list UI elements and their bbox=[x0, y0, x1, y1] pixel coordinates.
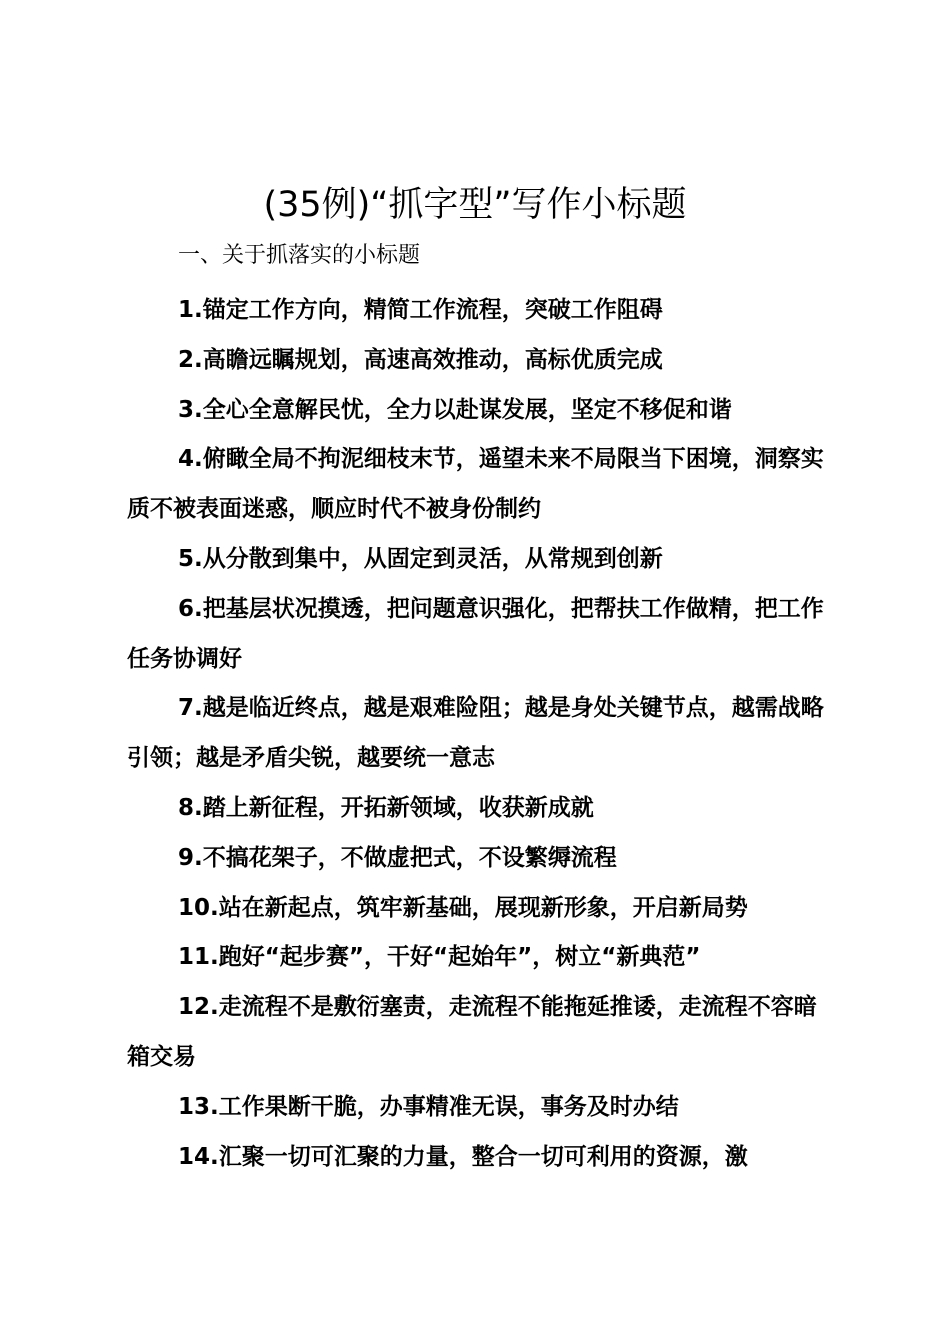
list-item: 4.俯瞰全局不拘泥细枝末节，遥望未来不局限当下困境，洞察实质不被表面迷惑，顺应时代不被身份制约 bbox=[127, 446, 824, 523]
section-heading: 一、关于抓落实的小标题 bbox=[178, 243, 421, 268]
list-item: 11.跑好“起步赛”，干好“起始年”，树立“新典范” bbox=[178, 944, 701, 971]
list-item: 14.汇聚一切可汇聚的力量，整合一切可利用的资源，激 bbox=[178, 1143, 748, 1170]
list-item: 3.全心全意解民忧，全力以赴谋发展，坚定不移促和谐 bbox=[178, 396, 732, 423]
list-item: 8.踏上新征程，开拓新领域，收获新成就 bbox=[178, 794, 594, 821]
list-item: 12.走流程不是敷衍塞责，走流程不能拖延推诿，走流程不容暗箱交易 bbox=[127, 994, 817, 1070]
list-item: 2.高瞻远瞩规划，高速高效推动，高标优质完成 bbox=[178, 346, 663, 373]
list-item: 5.从分散到集中，从固定到灵活，从常规到创新 bbox=[178, 545, 663, 572]
document-title: (35例)“抓字型”写作小标题 bbox=[263, 185, 687, 225]
list-item: 7.越是临近终点，越是艰难险阻；越是身处关键节点，越需战略引领；越是矛盾尖锐，越要统一意志 bbox=[127, 695, 824, 772]
list-item: 1.锚定工作方向，精简工作流程，突破工作阻碍 bbox=[178, 297, 663, 323]
list-item: 10.站在新起点，筑牢新基础，展现新形象，开启新局势 bbox=[178, 894, 748, 921]
item-list bbox=[127, 286, 837, 1182]
list-item: 6.把基层状况摸透，把问题意识强化，把帮扶工作做精，把工作任务协调好 bbox=[127, 595, 824, 672]
list-item: 9.不搞花架子，不做虚把式，不设繁缛流程 bbox=[178, 844, 617, 871]
list-item: 13.工作果断干脆，办事精准无误，事务及时办结 bbox=[178, 1093, 679, 1120]
